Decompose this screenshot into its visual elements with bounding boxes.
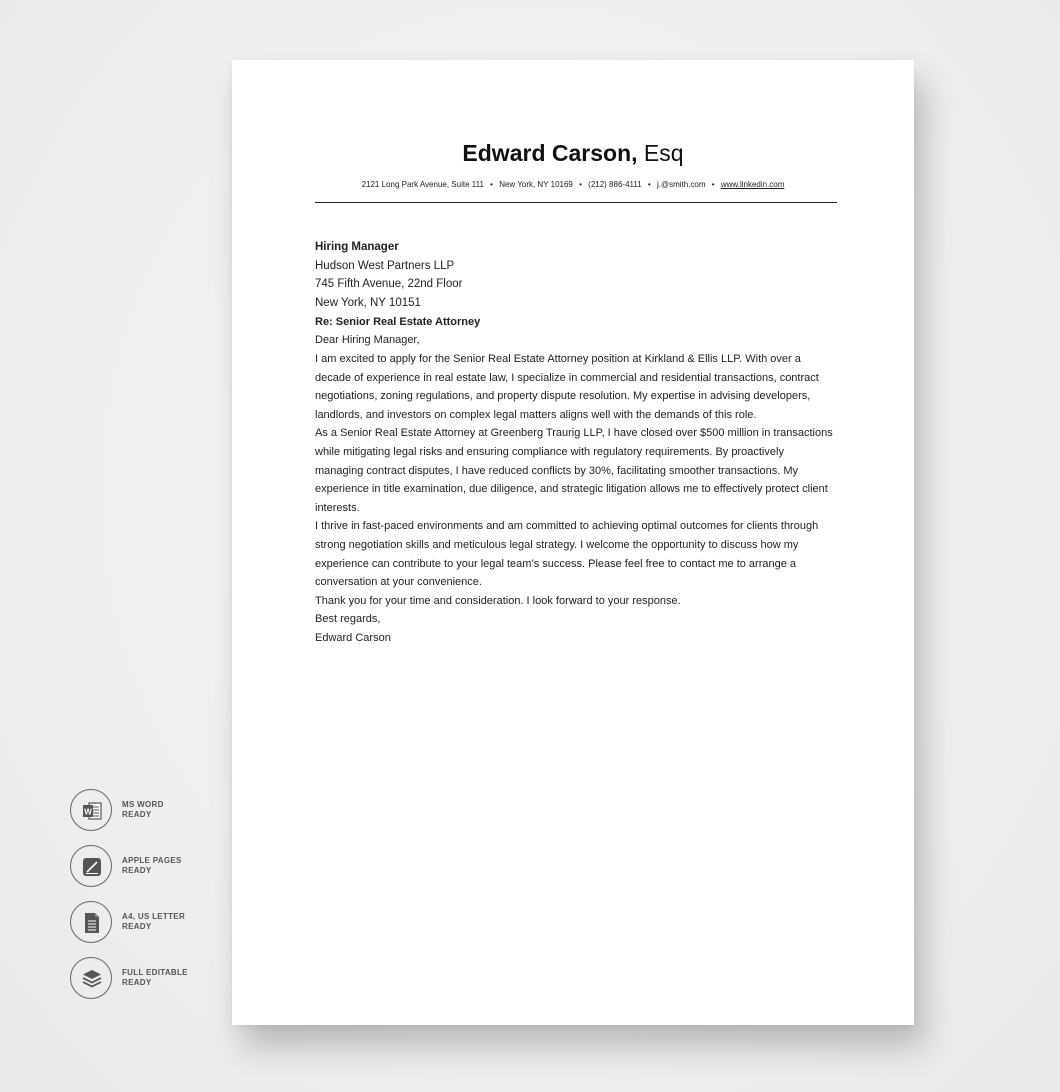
feature-label xyxy=(122,968,242,988)
feature-label-line: READY xyxy=(122,866,152,875)
paragraph: As a Senior Real Estate Attorney at Greenberg Traurig LLP, I have closed over $500 million in transactions while mitigating legal risks and ensuring compliance with regulatory requirements. By proactively managing contract disputes, I have reduced conflicts by 30%, facilitating smoother transactions. My experience in title examination, due diligence, and strategic litigation allows me to effectively protect client interests. xyxy=(315,427,833,514)
layers-icon xyxy=(81,968,103,990)
letter-body xyxy=(315,238,835,648)
contact-separator: • xyxy=(711,180,715,189)
feature-label-line: READY xyxy=(122,922,152,931)
contact-phone: (212) 886-4111 xyxy=(588,180,642,189)
contact-separator: • xyxy=(490,180,493,189)
recipient-name: Hiring Manager xyxy=(315,241,399,253)
recipient-block xyxy=(315,238,835,313)
ms-word-icon xyxy=(81,800,103,822)
recipient-street: 745 Fifth Avenue, 22nd Floor xyxy=(315,278,463,291)
contact-website-link[interactable]: www.linkedin.com xyxy=(720,180,785,189)
feature-icon-circle xyxy=(70,845,112,887)
recipient-company: Hudson West Partners LLP xyxy=(315,259,455,272)
subject-line: Re: Senior Real Estate Attorney xyxy=(315,315,481,328)
contact-address: 2121 Long Park Avenue, Suite 111 xyxy=(361,180,484,189)
contact-city: New York, NY 10169 xyxy=(499,180,573,189)
feature-label-line: A4, US LETTER xyxy=(122,912,186,921)
header-divider xyxy=(315,202,837,203)
feature-label-line: READY xyxy=(122,810,152,819)
sender-name-suffix: Esq xyxy=(643,140,684,166)
document-icon xyxy=(81,912,103,934)
contact-separator: • xyxy=(647,180,651,189)
paragraph: I thrive in fast-paced environments and am committed to achieving optimal outcomes for clients through strong negotiation skills and meticulous legal strategy. I welcome the opportunity to discuss how my experience can contribute to your legal team’s success. Please feel free to contact me to arrange a conversation at your convenience. xyxy=(315,520,819,589)
closing: Best regards, xyxy=(315,613,381,626)
paragraph: Thank you for your time and consideration. I look forward to your response. xyxy=(315,594,681,607)
apple-pages-icon xyxy=(81,856,103,878)
greeting: Dear Hiring Manager, xyxy=(315,334,420,347)
feature-label-line: MS WORD xyxy=(122,800,164,809)
svg-text:W: W xyxy=(84,807,92,817)
feature-label-line: READY xyxy=(122,978,152,987)
sender-name-bold: Edward Carson, xyxy=(462,140,638,166)
contact-separator: • xyxy=(579,180,582,189)
sender-name xyxy=(232,140,914,167)
feature-icon-circle xyxy=(70,957,112,999)
feature-label xyxy=(122,912,242,932)
contact-line xyxy=(232,180,914,189)
contact-email: j.@smith.com xyxy=(656,180,706,189)
signature: Edward Carson xyxy=(315,631,391,644)
letter-page xyxy=(232,60,914,1025)
feature-label-line: APPLE PAGES xyxy=(122,856,182,865)
recipient-city: New York, NY 10151 xyxy=(315,297,421,310)
feature-label xyxy=(122,856,242,876)
paragraph: I am excited to apply for the Senior Real Estate Attorney position at Kirkland & Ellis LLP. With over a decade of experience in real estate law, I specialize in commercial and residential transactions, contract negotiations, zoning regulations, and property dispute resolution. My expertise in advising developers, landlords, and investors on complex legal matters aligns well with the demands of this role. xyxy=(315,353,819,421)
feature-icon-circle xyxy=(70,789,112,831)
feature-label-line: FULL EDITABLE xyxy=(122,968,188,977)
feature-icon-circle xyxy=(70,901,112,943)
feature-label xyxy=(122,800,242,820)
